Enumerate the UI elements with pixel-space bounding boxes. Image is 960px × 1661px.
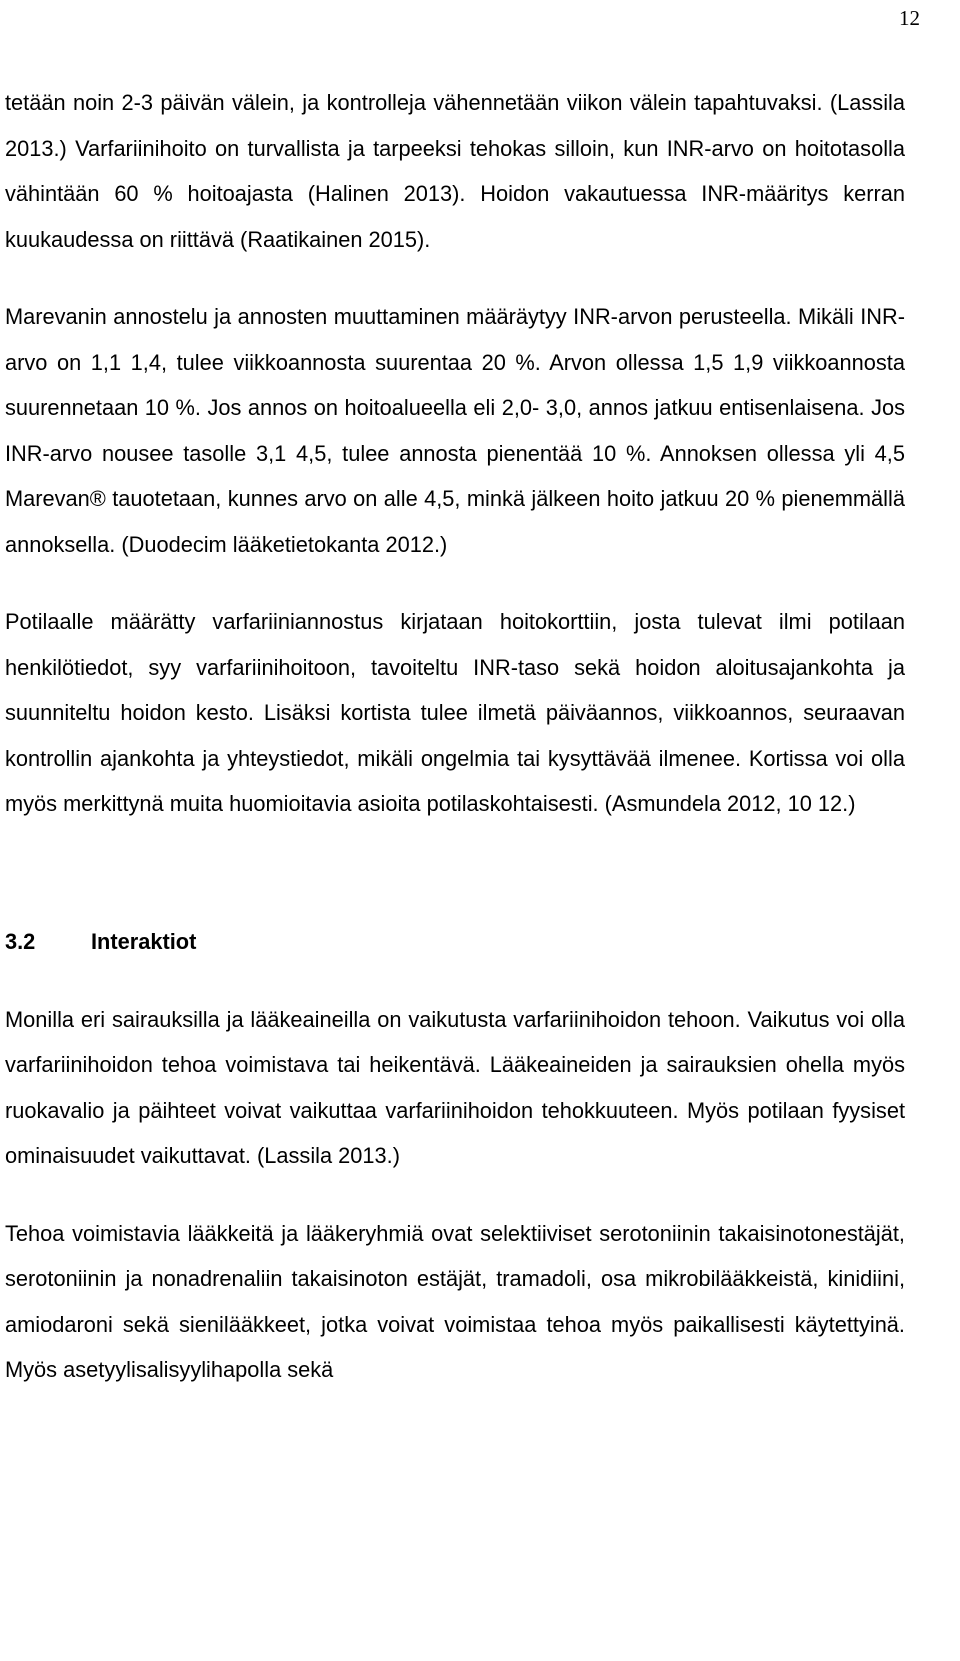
heading-spacer [5, 965, 905, 997]
section-number: 3.2 [5, 928, 36, 954]
section-title: Interaktiot [91, 928, 197, 954]
paragraph-potentiating-drugs: Tehoa voimistavia lääkkeitä ja lääkeryhmiä ovat selektiiviset serotoniinin takaisinotonestäjät, serotoniinin ja nonadrenaliin takaisinoton estäjät, tramadoli, osa mikrobilääkkeistä, kinidiini, amiodaroni sekä sienilääkkeet, jotka voivat voimistaa tehoa myös paikallisesti käytettyinä. Myös asetyylisalisyylihapolla sekä [5, 1220, 905, 1382]
paragraph-inr-monitoring: tetään noin 2-3 päivän välein, ja kontrolleja vähennetään viikon välein tapahtuvaksi. (Lassila 2013.) Varfariinihoito on turvallista ja tarpeeksi tehokas silloin, kun INR-arvo on hoitotasolla vähintään 60 % hoitoajasta (Halinen 2013). Hoidon vakautuessa INR-määritys kerran kuukaudessa on riittävä (Raatikainen 2015). [5, 90, 905, 252]
page-number: 12 [899, 6, 920, 30]
paragraph-spacer [5, 567, 905, 599]
paragraph-spacer [5, 1179, 905, 1211]
section-heading [5, 919, 905, 965]
paragraph-marevan-dosing: Marevanin annostelu ja annosten muuttaminen määräytyy INR-arvon perusteella. Mikäli INR-arvo on 1,1 1,4, tulee viikkoannosta suurentaa 20 %. Arvon ollessa 1,5 1,9 viikkoannosta suurennetaan 10 %. Jos annos on hoitoalueella eli 2,0- 3,0, annos jatkuu entisenlaisena. Jos INR-arvo nousee tasolle 3,1 4,5, tulee annosta pienentää 10 %. Annoksen ollessa yli 4,5 Marevan® tauotetaan, kunnes arvo on alle 4,5, minkä jälkeen hoito jatkuu 20 % pienemmällä annoksella. (Duodecim lääketietokanta 2012.) [5, 304, 905, 557]
paragraph-treatment-card: Potilaalle määrätty varfariiniannostus kirjataan hoitokorttiin, josta tulevat ilmi potilaan henkilötiedot, syy varfariinihoitoon, tavoiteltu INR-taso sekä hoidon aloitusajankohta ja suunniteltu hoidon kesto. Lisäksi kortista tulee ilmetä päiväannos, viikkoannos, seuraavan kontrollin ajankohta ja yhteystiedot, mikäli ongelmia tai kysyttävää ilmenee. Kortissa voi olla myös merkittynä muita huomioitavia asioita potilaskohtaisesti. (Asmundela 2012, 10 12.) [5, 609, 905, 816]
section-spacer [5, 827, 905, 919]
page-content [5, 80, 905, 1393]
paragraph-spacer [5, 262, 905, 294]
paragraph-interactions-intro: Monilla eri sairauksilla ja lääkeaineilla on vaikutusta varfariinihoidon tehoon. Vaikutus voi olla varfariinihoidon tehoa voimistava tai heikentävä. Lääkeaineiden ja sairauksien ohella myös ruokavalio ja päihteet voivat vaikuttaa varfariinihoidon tehokkuuteen. Myös potilaan fyysiset ominaisuudet vaikuttavat. (Lassila 2013.) [5, 1006, 905, 1168]
